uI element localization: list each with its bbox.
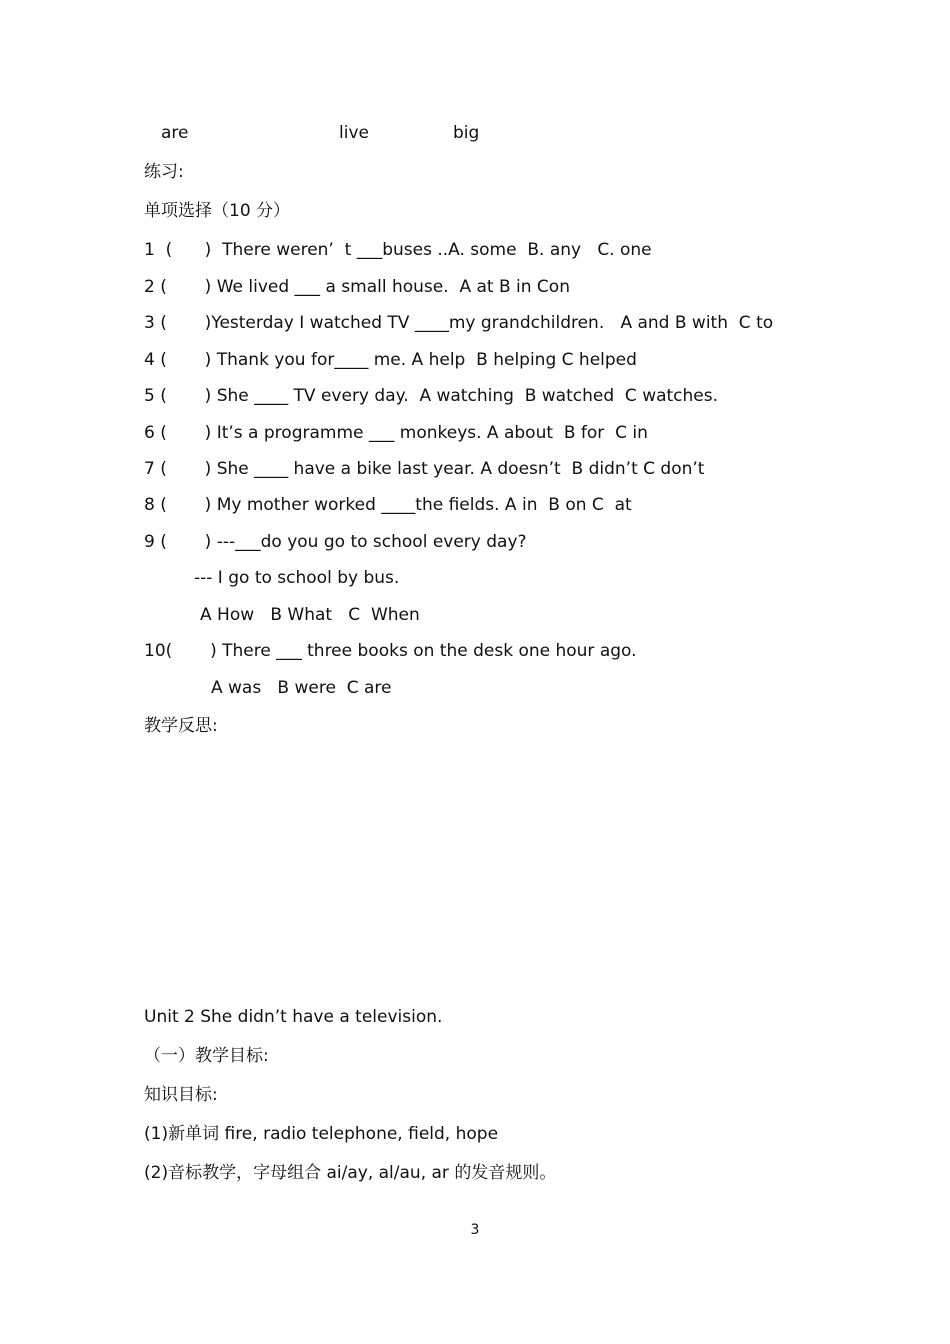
question-7: 7 ( ) She ____ have a bike last year. A doesn’t B didn’t C don’t (144, 459, 705, 479)
question-1: 1 ( ) There weren’ t ___buses ..A. some B. any C. one (144, 240, 652, 260)
practice-label: 练习: (144, 162, 184, 182)
question-6: 6 ( ) It’s a programme ___ monkeys. A about B for C in (144, 423, 648, 443)
page-number: 3 (470, 1222, 480, 1238)
objectives-heading: （一）教学目标: (144, 1046, 269, 1066)
objective-1: (1)新单词 fire, radio telephone, field, hope (144, 1124, 499, 1144)
knowledge-heading: 知识目标: (144, 1085, 218, 1105)
section-title: 单项选择（10 分） (144, 201, 291, 221)
word-are: are (161, 123, 189, 143)
question-5: 5 ( ) She ____ TV every day. A watching B watched C watches. (144, 386, 719, 406)
question-9-options: A How B What C When (200, 605, 420, 625)
unit-title: Unit 2 She didn’t have a television. (144, 1007, 443, 1027)
question-9-answer-line: --- I go to school by bus. (194, 568, 400, 588)
reflection-label: 教学反思: (144, 716, 218, 736)
question-10: 10( ) There ___ three books on the desk one hour ago. (144, 641, 637, 661)
word-live: live (339, 123, 369, 143)
question-2: 2 ( ) We lived ___ a small house. A at B in Con (144, 277, 570, 297)
word-big: big (453, 123, 480, 143)
question-8: 8 ( ) My mother worked ____the fields. A in B on C at (144, 495, 632, 515)
question-4: 4 ( ) Thank you for____ me. A help B helping C helped (144, 350, 637, 370)
objective-2: (2)音标教学，字母组合 ai/ay, al/au, ar 的发音规则。 (144, 1163, 557, 1183)
question-3: 3 ( )Yesterday I watched TV ____my grandchildren. A and B with C to (144, 313, 774, 333)
question-10-options: A was B were C are (211, 678, 392, 698)
question-9: 9 ( ) ---___do you go to school every day? (144, 532, 527, 552)
